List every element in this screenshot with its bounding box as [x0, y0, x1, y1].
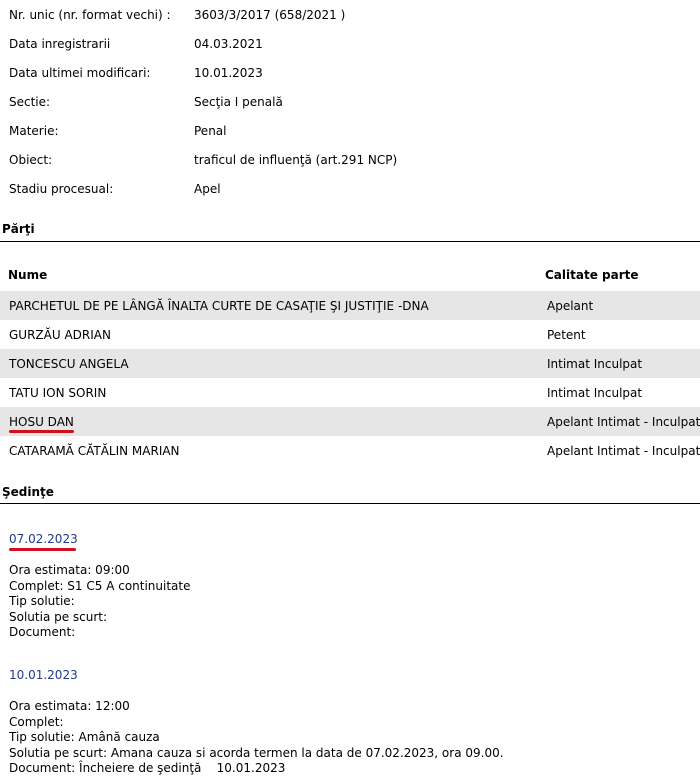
party-row: [0, 407, 700, 436]
party-role: Intimat Inculpat: [547, 357, 643, 371]
hearing-panel: Complet: S1 C5 A continuitate: [9, 578, 191, 593]
party-row: [0, 320, 700, 349]
hearing-date-link[interactable]: 10.01.2023: [9, 668, 78, 682]
hearing-block: [9, 667, 504, 777]
party-role: Intimat Inculpat: [547, 386, 643, 400]
info-label: Stadiu procesual:: [9, 181, 114, 196]
info-label: Data inregistrarii: [9, 36, 111, 51]
party-role: Apelant: [547, 299, 594, 313]
party-name: GURZĂU ADRIAN: [9, 328, 111, 342]
party-name: CATARAMĂ CĂTĂLIN MARIAN: [9, 444, 180, 458]
hearing-time: Ora estimata: 09:00: [9, 563, 130, 577]
info-row-stadiu: [9, 174, 397, 203]
hearing-solution-summary: Solutia pe scurt:: [9, 609, 108, 624]
info-value: Apel: [194, 181, 221, 196]
case-info-table: [9, 0, 397, 203]
party-name: TATU ION SORIN: [9, 386, 107, 400]
info-label: Data ultimei modificari:: [9, 65, 151, 80]
info-label: Nr. unic (nr. format vechi) :: [9, 7, 171, 22]
info-value: 3603/3/2017 (658/2021 ): [194, 7, 346, 22]
party-role: Petent: [547, 328, 586, 342]
party-name: HOSU DAN: [9, 415, 74, 429]
col-header-role: Calitate parte: [545, 268, 639, 282]
hearing-solution-summary: Solutia pe scurt: Amana cauza si acorda termen la data de 07.02.2023, ora 09.00.: [9, 745, 504, 760]
info-row-sectie: [9, 87, 397, 116]
info-value: Penal: [194, 123, 227, 138]
col-header-name: Nume: [8, 268, 48, 282]
hearing-document: Document:: [9, 625, 76, 639]
hearing-time: Ora estimata: 12:00: [9, 699, 130, 713]
info-value: 04.03.2021: [194, 36, 263, 51]
info-value: 10.01.2023: [194, 65, 263, 80]
parties-table-header: [0, 260, 700, 290]
info-label: Materie:: [9, 123, 59, 138]
hearing-document: Document: Încheiere de şedinţă 10.01.2023: [9, 761, 286, 775]
hearings-divider: [0, 503, 700, 504]
red-underline-annotation: [9, 430, 74, 433]
hearing-panel: Complet:: [9, 714, 64, 729]
party-row: [0, 349, 700, 378]
party-row: [0, 436, 700, 465]
info-row-obiect: [9, 145, 397, 174]
party-name: TONCESCU ANGELA: [9, 357, 129, 371]
party-role: Apelant Intimat - Inculpat: [547, 415, 700, 429]
parties-section-title: Părţi: [2, 222, 35, 236]
info-label: Sectie:: [9, 94, 51, 109]
party-role: Apelant Intimat - Inculpat: [547, 444, 700, 458]
info-value: Secţia I penală: [194, 94, 283, 109]
info-value: traficul de influenţă (art.291 NCP): [194, 152, 398, 167]
hearings-section-title: Şedinţe: [2, 485, 54, 499]
info-row-materie: [9, 116, 397, 145]
party-row: [0, 378, 700, 407]
party-name: PARCHETUL DE PE LÂNGĂ ÎNALTA CURTE DE CASAŢIE ŞI JUSTIŢIE -DNA: [9, 299, 429, 313]
info-label: Obiect:: [9, 152, 53, 167]
info-row-nr-unic: [9, 0, 397, 29]
hearing-solution-type: Tip solutie: Amână cauza: [9, 730, 160, 744]
info-row-data-inregistrarii: [9, 29, 397, 58]
hearing-date-link[interactable]: 07.02.2023: [9, 532, 78, 546]
hearing-solution-type: Tip solutie:: [9, 594, 75, 608]
info-row-data-modificari: [9, 58, 397, 87]
red-underline-annotation: [9, 548, 76, 551]
parties-divider: [0, 241, 700, 242]
party-row: [0, 291, 700, 320]
